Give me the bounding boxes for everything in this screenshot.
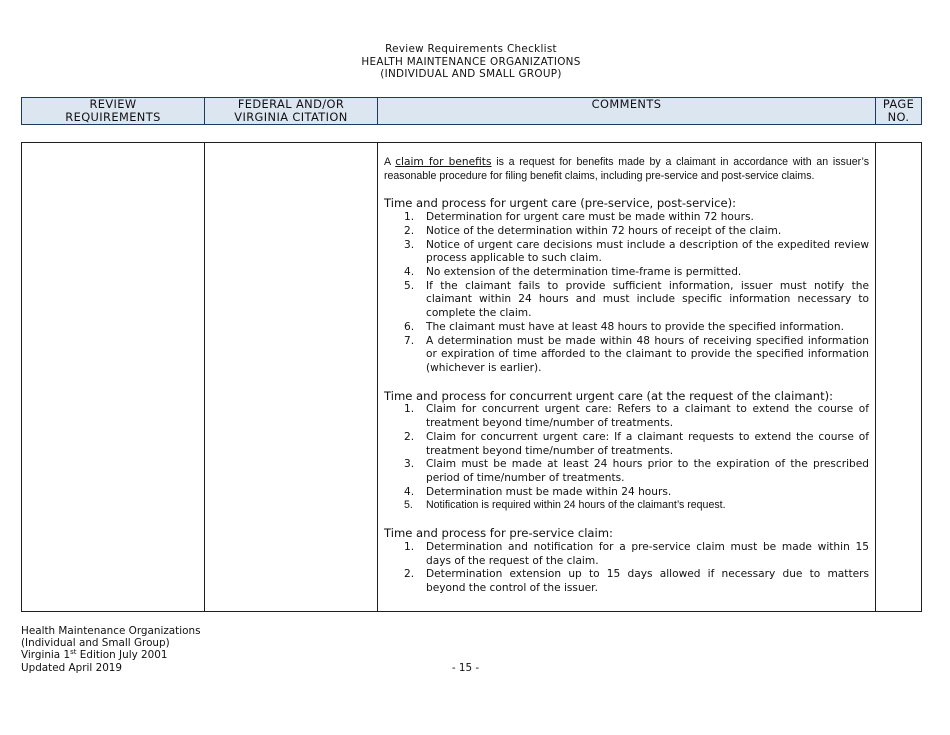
- list-item-number: 2.: [404, 224, 415, 237]
- footer-edition: [21, 649, 200, 661]
- list-item-text: Claim for concurrent urgent care: Refers to a claimant to extend the course of treatment beyond time/number of treatments.: [426, 403, 869, 430]
- header-label: REQUIREMENTS: [65, 110, 161, 124]
- list-item: [384, 211, 869, 225]
- list-item: [384, 499, 869, 513]
- list-item-text: Determination for urgent care must be made within 72 hours.: [426, 211, 754, 224]
- page-number: - 15 -: [451, 662, 480, 674]
- header-comments: [378, 98, 876, 124]
- list-item-number: 4.: [404, 485, 415, 498]
- header-label: FEDERAL AND/OR: [237, 97, 345, 111]
- review-requirements-cell: [22, 143, 205, 611]
- claim-definition: [384, 156, 869, 183]
- list-item: [384, 541, 869, 568]
- requirements-list: [384, 211, 869, 375]
- list-item-text: No extension of the determination time-frame is permitted.: [426, 266, 742, 279]
- list-item-text: Determination must be made within 24 hours.: [426, 485, 672, 498]
- title-line-2: HEALTH MAINTENANCE ORGANIZATIONS: [361, 55, 581, 68]
- list-item-number: 1.: [404, 403, 415, 416]
- footer-line-1: Health Maintenance Organizations: [21, 625, 201, 637]
- section-heading: Time and process for urgent care (pre-service, post-service):: [384, 196, 737, 211]
- requirements-list: [384, 541, 869, 596]
- list-item-text: A determination must be made within 48 hours of receiving specified information or expiration of time afforded to the claimant to provide the specified information (whichever is earlier).: [426, 334, 869, 374]
- list-item-number: 1.: [404, 540, 415, 553]
- header-review-requirements: [22, 98, 205, 124]
- list-item-number: 2.: [404, 568, 415, 581]
- list-item: [384, 321, 869, 335]
- title-line-1: Review Requirements Checklist: [385, 43, 557, 55]
- edition-date: Edition July 2001: [76, 649, 168, 662]
- list-item-number: 5.: [404, 499, 413, 512]
- document-title: [0, 43, 942, 81]
- intro-text: is a request for benefits made by a claimant in accordance with an issuer’s reasonable procedure for filing benefit claims, including pre-service and post-service claims.: [384, 156, 869, 182]
- list-item: [384, 239, 869, 266]
- table-row: [21, 142, 922, 612]
- header-label: COMMENTS: [591, 97, 662, 111]
- list-item: [384, 403, 869, 430]
- list-item-number: 4.: [404, 266, 415, 279]
- footer-updated: Updated April 2019: [21, 661, 123, 674]
- header-label: VIRGINIA CITATION: [234, 110, 348, 124]
- table-header: [21, 97, 922, 125]
- header-label: REVIEW: [89, 97, 137, 111]
- claim-for-benefits-term: claim for benefits: [395, 156, 492, 168]
- intro-article: A: [384, 156, 391, 168]
- list-item-text: Notice of urgent care decisions must include a description of the expedited review process applicable to such claim.: [426, 238, 869, 265]
- requirements-list: [384, 403, 869, 513]
- list-item-text: Notice of the determination within 72 hours of receipt of the claim.: [426, 224, 782, 237]
- list-item-number: 3.: [404, 458, 415, 471]
- header-label: PAGE: [882, 97, 915, 111]
- list-item: [384, 280, 869, 321]
- list-item-text: Determination extension up to 15 days allowed if necessary due to matters beyond the control of the issuer.: [426, 568, 869, 594]
- list-item-text: If the claimant fails to provide sufficient information, issuer must notify the claimant within 24 hours and must include specific information necessary to complete the claim.: [426, 279, 869, 320]
- comment-sections: [384, 197, 869, 595]
- list-item-text: Determination and notification for a pre-service claim must be made within 15 days of the request of the claim.: [426, 540, 869, 567]
- edition-text: Virginia 1: [21, 649, 71, 662]
- page-no-cell: [876, 143, 921, 611]
- list-item: [384, 431, 869, 458]
- section-heading: Time and process for pre-service claim:: [384, 526, 613, 541]
- header-label: NO.: [887, 110, 910, 124]
- list-item-text: Claim for concurrent urgent care: If a claimant requests to extend the course of treatment beyond time/number of treatments.: [426, 430, 869, 457]
- header-page-no: [876, 98, 921, 124]
- edition-superscript: st: [70, 648, 77, 657]
- list-item-number: 7.: [404, 334, 415, 347]
- list-item-number: 6.: [404, 320, 415, 333]
- list-item-text: The claimant must have at least 48 hours to provide the specified information.: [426, 320, 844, 333]
- list-item: [384, 266, 869, 280]
- footer-line-2: (Individual and Small Group): [21, 637, 170, 650]
- list-item-text: Claim must be made at least 24 hours prior to the expiration of the prescribed period of time/number of treatments.: [426, 458, 869, 484]
- list-item-number: 5.: [404, 279, 415, 292]
- list-item: [384, 458, 869, 485]
- list-item: [384, 568, 869, 595]
- list-item-number: 2.: [404, 430, 415, 443]
- list-item-number: 1.: [404, 211, 415, 224]
- list-item: [384, 225, 869, 239]
- list-item: [384, 335, 869, 376]
- list-item: [384, 486, 869, 500]
- list-item-text: Notification is required within 24 hours of the claimant’s request.: [426, 499, 726, 512]
- header-citation: [205, 98, 378, 124]
- list-item-number: 3.: [404, 238, 415, 251]
- comments-cell: [378, 143, 876, 611]
- section-heading: Time and process for concurrent urgent care (at the request of the claimant):: [384, 388, 834, 403]
- title-line-3: (INDIVIDUAL AND SMALL GROUP): [380, 68, 562, 81]
- citation-cell: [205, 143, 378, 611]
